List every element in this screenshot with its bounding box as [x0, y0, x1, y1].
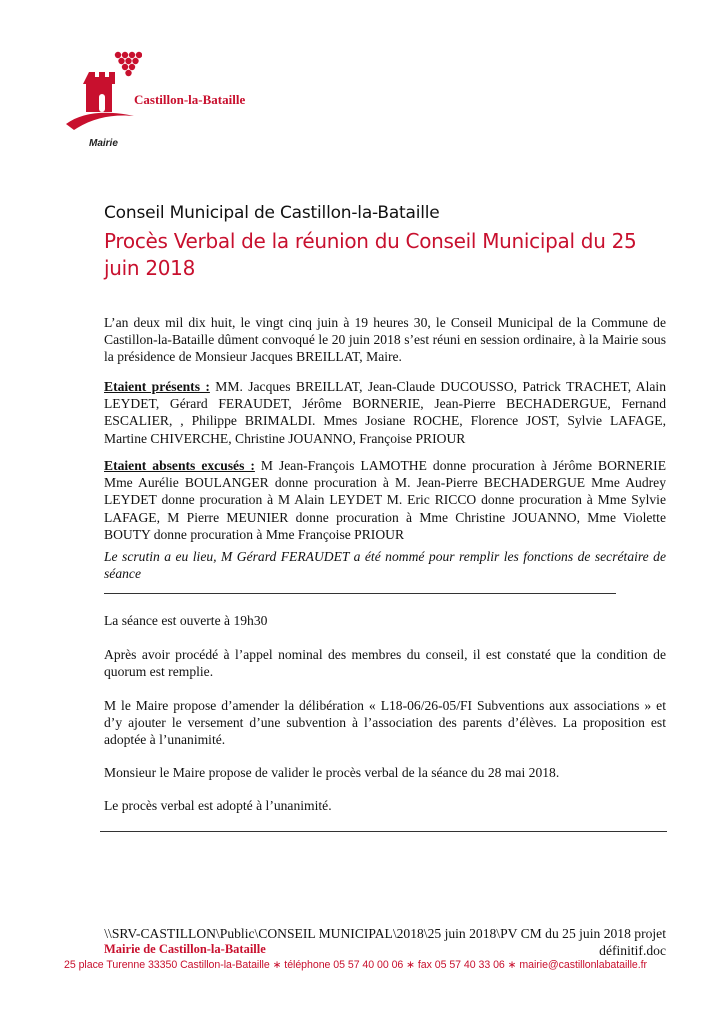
- scrutin-paragraph: Le scrutin a eu lieu, M Gérard FERAUDET a été nommé pour remplir les fonctions de secrétaire de séance: [104, 549, 666, 582]
- footer-org-name: Mairie de Castillon-la-Bataille: [104, 942, 266, 956]
- absent-label: Etaient absents excusés :: [104, 458, 255, 473]
- present-members: MM. Jacques BREILLAT, Jean-Claude DUCOUSSO, Patrick TRACHET, Alain LEYDET, Gérard FERAUDET, Jérôme BORNERIE, Jean-Pierre BECHADERGUE, Fernand ESCALIER, , Philippe BRIMALDI. Mmes Josiane ROCHE, Florence JOST, Sylvie LAFAGE, Martine CHIVERCHE, Christine JOUANNO, Françoise PRIOUR: [104, 379, 666, 446]
- absent-paragraph: [104, 457, 666, 543]
- intro-paragraph: L’an deux mil dix huit, le vingt cinq juin à 19 heures 30, le Conseil Municipal de la Commune de Castillon-la-Bataille dûment convoqué le 20 juin 2018 s’est réuni en session ordinaire, à la Mairie sous la présidence de Monsieur Jacques BREILLAT, Maire.: [104, 315, 666, 365]
- quorum-paragraph: Après avoir procédé à l’appel nominal des membres du conseil, il est constaté que la condition de quorum est remplie.: [104, 647, 666, 680]
- amendement-paragraph: M le Maire propose d’amender la délibération « L18-06/26-05/FI Subventions aux associations » et d’y ajouter le versement d’une subvention à l’association des parents d’élèves. La proposition est adoptée à l’unanimité.: [104, 698, 666, 748]
- footer-contact: 25 place Turenne 33350 Castillon-la-Bataille ∗ téléphone 05 57 40 00 06 ∗ fax 05 57 40 33 06 ∗ mairie@castillonlabataille.fr: [64, 959, 648, 971]
- end-separator-line: [100, 831, 667, 832]
- present-label: Etaient présents :: [104, 379, 210, 394]
- castle-tower-with-grapes-icon: [62, 50, 142, 140]
- adoption-paragraph: Le procès verbal est adopté à l’unanimité.: [104, 798, 332, 813]
- logo-subtitle: Mairie: [89, 138, 118, 149]
- logo-name: Castillon-la-Bataille: [134, 92, 246, 107]
- document-heading: Conseil Municipal de Castillon-la-Bataille: [104, 203, 440, 223]
- document-title: Procès Verbal de la réunion du Conseil Municipal du 25 juin 2018: [104, 229, 637, 280]
- separator-line: [104, 593, 616, 594]
- file-path: \\SRV-CASTILLON\Public\CONSEIL MUNICIPAL\2018\25 juin 2018\PV CM du 25 juin 2018 projet définitif.doc: [104, 926, 666, 958]
- present-paragraph: [104, 378, 666, 447]
- absent-members: M Jean-François LAMOTHE donne procuration à Jérôme BORNERIE Mme Aurélie BOULANGER donne procuration à M. Jean-Pierre BECHADERGUE Mme Audrey LEYDET donne procuration à M Alain LEYDET M. Eric RICCO donne procuration à Mme Sylvie LAFAGE, M Pierre MEUNIER donne procuration à Mme Christine JOUANNO, Mme Violette BOUTY donne procuration à Mme Françoise PRIOUR: [104, 458, 666, 542]
- mairie-logo: [62, 50, 282, 160]
- ouverture-paragraph: La séance est ouverte à 19h30: [104, 613, 268, 628]
- validation-paragraph: Monsieur le Maire propose de valider le procès verbal de la séance du 28 mai 2018.: [104, 765, 560, 780]
